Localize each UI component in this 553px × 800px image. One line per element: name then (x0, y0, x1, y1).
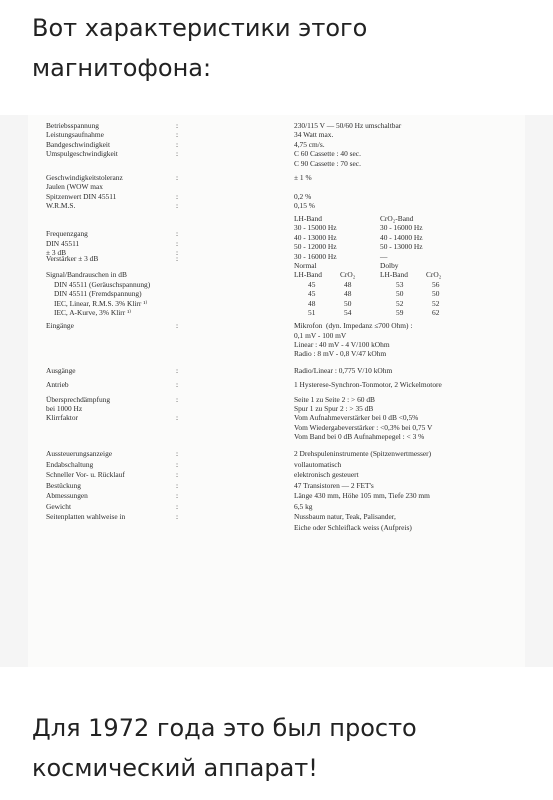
noise-value: 62 (432, 308, 440, 318)
spec-label: Ausgänge (46, 366, 76, 376)
noise-value: 50 (432, 289, 440, 299)
spec-value: Spur 1 zu Spur 2 : > 35 dB (294, 403, 374, 413)
spec-label: W.R.M.S. (46, 200, 76, 210)
spec-label: Übersprechdämpfung (46, 394, 111, 404)
spec-label: Bestückung (46, 480, 81, 490)
freq-lh-value: 30 - 16000 Hz (294, 251, 337, 261)
spec-colon: : (176, 247, 179, 257)
noise-value: 48 (344, 279, 352, 289)
spec-colon: : (176, 254, 179, 264)
noise-value: 52 (432, 298, 440, 308)
spec-colon: : (176, 459, 179, 469)
spec-value: 6,5 kg (294, 501, 313, 511)
freq-cro2-value: — (380, 251, 388, 261)
noise-value: 56 (432, 279, 440, 289)
spec-label: Endabschaltung (46, 459, 94, 469)
noise-value: 53 (396, 279, 404, 289)
freq-lh-value: 50 - 12000 Hz (294, 242, 337, 252)
noise-value: 59 (396, 308, 404, 318)
spec-value: Vom Band bei 0 dB Aufnahmepegel : < 3 % (294, 432, 425, 442)
spec-value: 0,2 % (294, 191, 312, 201)
freq-header-lh: LH-Band (294, 214, 322, 224)
noise-label: Signal/Bandrauschen in dB (46, 270, 127, 280)
inputs-value: Mikrofon (dyn. Impedanz ≤700 Ohm) : (294, 321, 413, 331)
spec-colon: : (176, 139, 179, 149)
noise-value: 45 (308, 289, 316, 299)
noise-value: 52 (396, 298, 404, 308)
spec-colon: : (176, 121, 179, 130)
noise-value: 45 (308, 279, 316, 289)
spec-value: C 60 Cassette : 40 sec. (294, 149, 361, 159)
freq-label: Frequenzgang (46, 229, 88, 239)
freq-cro2-value: 30 - 16000 Hz (380, 223, 423, 233)
spec-value: Nussbaum natur, Teak, Palisander, (294, 512, 396, 522)
noise-value: 51 (308, 308, 316, 318)
caption-bottom: Для 1972 года это был просто космический аппарат! (32, 714, 417, 782)
noise-value: 48 (308, 298, 316, 308)
noise-group-normal: Normal (294, 261, 317, 271)
noise-value: 48 (344, 289, 352, 299)
spec-value: 230/115 V — 50/60 Hz umschaltbar (294, 121, 402, 130)
spec-label: Spitzenwert DIN 45511 (46, 191, 117, 201)
spec-label: Schneller Vor- u. Rücklauf (46, 470, 125, 480)
noise-label: DIN 45511 (Fremdspannung) (54, 289, 142, 299)
spec-label: Bandgeschwindigkeit (46, 139, 111, 149)
noise-sub: CrO₂ (426, 270, 442, 280)
freq-header-cro2: CrO₂-Band (380, 214, 414, 224)
spec-colon: : (176, 501, 179, 511)
spec-label: Betriebsspannung (46, 121, 99, 130)
freq-label: DIN 45511 (46, 238, 80, 248)
spec-value: Vom Aufnahmeverstärker bei 0 dB <0,5% (294, 413, 419, 423)
inputs-value: 0,1 mV - 100 mV (294, 330, 347, 340)
spec-colon: : (176, 366, 179, 376)
noise-label: DIN 45511 (Geräuschspannung) (54, 279, 151, 289)
noise-group-dolby: Dolby (380, 261, 399, 271)
spec-value: elektronisch gesteuert (294, 470, 359, 480)
spec-colon: : (176, 394, 179, 404)
spec-colon: : (176, 470, 179, 480)
spec-colon: : (176, 149, 179, 159)
spec-label: Klirrfaktor (46, 413, 79, 423)
spec-label: Gewicht (46, 501, 72, 511)
noise-sub: LH-Band (294, 270, 322, 280)
inputs-value: Linear : 40 mV - 4 V/100 kOhm (294, 340, 390, 350)
freq-lh-value: 40 - 13000 Hz (294, 232, 337, 242)
spec-value: Radio/Linear : 0,775 V/10 kOhm (294, 366, 393, 376)
spec-value: 0,15 % (294, 200, 315, 210)
spec-colon: : (176, 449, 179, 459)
spec-label: Geschwindigkeitstoleranz (46, 172, 123, 182)
spec-value: 4,75 cm/s. (294, 139, 325, 149)
inputs-value: Radio : 8 mV - 0,8 V/47 kOhm (294, 349, 387, 359)
spec-value: Länge 430 mm, Höhe 105 mm, Tiefe 230 mm (294, 491, 430, 501)
spec-label: Antrieb (46, 380, 69, 390)
spec-colon: : (176, 491, 179, 501)
spec-label: bei 1000 Hz (46, 403, 83, 413)
caption-top: Вот характеристики этого магнитофона: (32, 14, 368, 82)
spec-label: Umspulgeschwindigkeit (46, 149, 118, 159)
spec-colon: : (176, 130, 179, 140)
spec-value: Eiche oder Schleiflack weiss (Aufpreis) (294, 522, 412, 532)
spec-colon: : (176, 200, 179, 210)
spec-value: 34 Watt max. (294, 130, 334, 140)
spec-colon: : (176, 172, 179, 182)
spec-value: ± 1 % (294, 172, 312, 182)
spec-colon: : (176, 191, 179, 201)
spec-colon: : (176, 380, 179, 390)
noise-value: 50 (344, 298, 352, 308)
spec-value: 2 Drehspuleninstrumente (Spitzenwertmesser) (294, 449, 432, 459)
noise-value: 50 (396, 289, 404, 299)
noise-sub: CrO₂ (340, 270, 356, 280)
spec-sheet-paper (28, 115, 525, 667)
noise-sub: LH-Band (380, 270, 408, 280)
freq-lh-value: 30 - 15000 Hz (294, 223, 337, 233)
spec-value: Seite 1 zu Seite 2 : > 60 dB (294, 394, 375, 404)
spec-sheet-image (0, 115, 553, 667)
freq-label: Verstärker ± 3 dB (46, 254, 99, 264)
freq-cro2-value: 40 - 14000 Hz (380, 232, 423, 242)
spec-label: Abmessungen (46, 491, 88, 501)
freq-cro2-value: 50 - 13000 Hz (380, 242, 423, 252)
inputs-label: Eingänge (46, 321, 74, 331)
spec-colon: : (176, 512, 179, 522)
noise-value: 54 (344, 308, 352, 318)
spec-colon: : (176, 480, 179, 490)
spec-colon: : (176, 229, 179, 239)
spec-value: 1 Hysterese-Synchron-Tonmotor, 2 Wickelmotore (294, 380, 442, 390)
noise-label: IEC, A-Kurve, 3% Klirr ¹⁾ (54, 308, 132, 318)
spec-label: Leistungsaufnahme (46, 130, 104, 140)
spec-value: vollautomatisch (294, 459, 342, 469)
spec-label: Jaulen (WOW max (46, 182, 103, 192)
spec-label: Aussteuerungsanzeige (46, 449, 113, 459)
noise-label: IEC, Linear, R.M.S. 3% Klirr ¹⁾ (54, 298, 148, 308)
freq-label: ± 3 dB (46, 247, 67, 257)
spec-colon: : (176, 321, 179, 331)
spec-colon: : (176, 238, 179, 248)
spec-colon: : (176, 413, 179, 423)
spec-value: Vom Wiedergabeverstärker : <0,3% bei 0,75 V (294, 422, 433, 432)
spec-value: C 90 Cassette : 70 sec. (294, 158, 361, 168)
spec-value: 47 Transistoren — 2 FET's (294, 480, 374, 490)
spec-label: Seitenplatten wahlweise in (46, 512, 126, 522)
